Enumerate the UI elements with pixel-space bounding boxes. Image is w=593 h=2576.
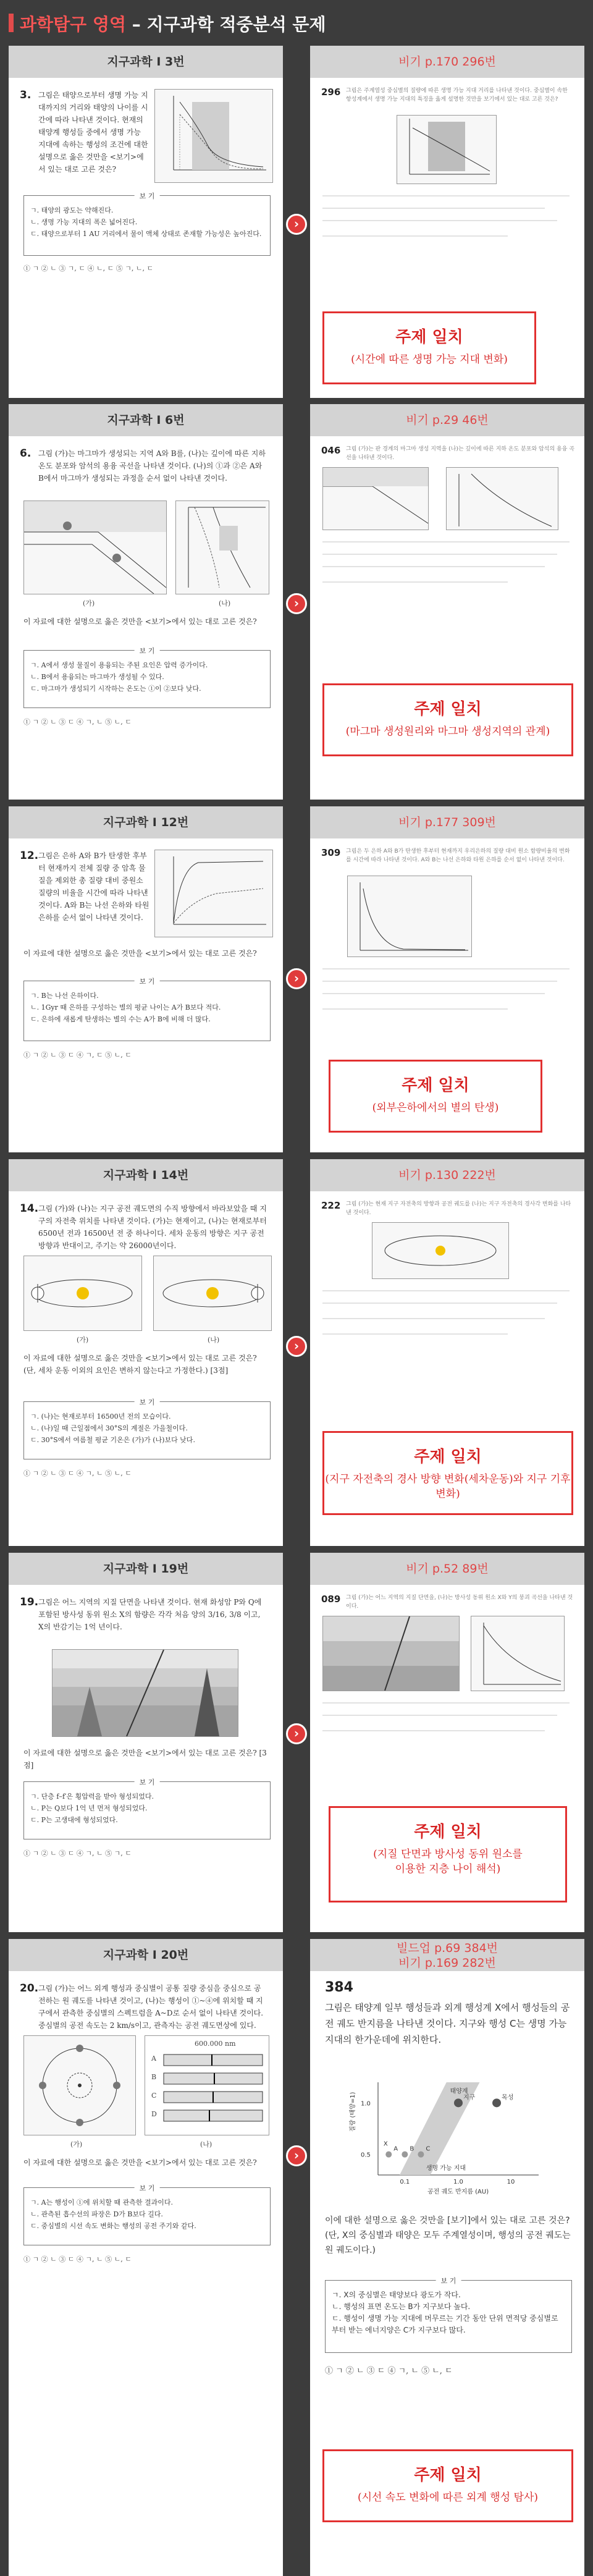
chevron-right-icon: ›: [286, 214, 307, 235]
x-tick-label: 0.1: [400, 2179, 410, 2185]
book-question: 089 그림 (가)는 어느 지역의 지질 단면을, (나)는 방사성 동위 원소 X와 Y의 붕괴 곡선을 나타낸 것이다.: [310, 1585, 584, 1932]
earth-axis-diagram-b: [153, 1256, 272, 1331]
book-figure: [322, 1616, 460, 1691]
orbit-diagram: [23, 2035, 136, 2135]
book-reference-header: 비기 p.29 46번: [310, 404, 584, 436]
earth-axis-diagram-a: [23, 1256, 142, 1331]
chevron-right-icon: ›: [286, 2145, 307, 2166]
chevron-right-icon: ›: [286, 1723, 307, 1744]
chevron-right-icon: ›: [286, 1336, 307, 1357]
answer-options: ① ㄱ ② ㄴ ③ ㄷ ④ ㄱ, ㄴ ⑤ ㄴ, ㄷ: [325, 2367, 453, 2376]
book-reference-header: 비기 p.170 296번: [310, 46, 584, 78]
book-reference-header: 빌드업 p.69 384번 비기 p.169 282번: [310, 1939, 584, 1971]
y-axis-label: 질량 (태양=1): [350, 2092, 356, 2132]
geologic-cross-section: [52, 1649, 238, 1737]
book-figure: [372, 1222, 509, 1279]
spectrum-diagram: 600.000 nm A B C D: [145, 2035, 269, 2135]
point-label: B: [410, 2145, 414, 2153]
choices-box: 보 기 ㄱ. X의 중심별은 태양보다 광도가 작다. ㄴ. 행성의 표면 온도는 B가 지구보다 높다. ㄷ. 행성이 생명 가능 지대에 머무르는 기간 동안 단위 면적당 중심별로부터 받는 에너지양은 C가 지구보다 많다.: [325, 2280, 572, 2353]
y-tick-label: 0.5: [361, 2152, 371, 2159]
topic-match-box: 주제 일치 (지구 자전축의 경사 방향 변화(세차운동)와 지구 기후 변화): [322, 1431, 573, 1515]
exam-question-header: 지구과학 I 14번: [9, 1159, 283, 1191]
exam-question-header: 지구과학 I 6번: [9, 404, 283, 436]
annotation-habitable-zone: 생명 가능 지대: [426, 2165, 466, 2172]
x-tick-label: 1.0: [453, 2179, 463, 2185]
choices-box: 보 기 ㄱ. B는 나선 은하이다. ㄴ. 1Gyr 때 은하를 구성하는 별의 평균 나이는 A가 B보다 적다. ㄷ. 은하에 새롭게 탄생하는 별의 수는 A가 B에 비해 더 많다.: [23, 981, 271, 1041]
analysis-panel-6: [9, 1939, 584, 2576]
choices-box: 보 기 ㄱ. 단층 f–f′은 횡압력을 받아 형성되었다. ㄴ. P는 Q보다 1억 년 먼저 형성되었다. ㄷ. P는 고생대에 형성되었다.: [23, 1781, 271, 1839]
planet-chart: [347, 2070, 551, 2200]
y-tick-label: 1.0: [361, 2100, 371, 2108]
galaxy-element-graph: [154, 850, 273, 937]
luminosity-graph: [154, 89, 273, 183]
header-accent-bar: [9, 14, 14, 32]
topic-match-box: 주제 일치 (마그마 생성원리와 마그마 생성지역의 관계): [322, 683, 573, 756]
book-figure: [322, 467, 429, 530]
topic-match-box: 주제 일치 (시선 속도 변화에 따른 외계 행성 탐사): [322, 2449, 573, 2522]
topic-match-box: 주제 일치 (시간에 따른 생명 가능 지대 변화): [322, 311, 536, 384]
book-question: 309 그림은 두 은하 A와 B가 탄생한 후부터 현재까지 우리은하의 질량 대비 원소 함량비율의 변화를 시간에 따라 나타낸 것이다. A와 B는 나선 은하와 타원 은하를 순서 없이 나타낸 것이다.: [310, 838, 584, 1152]
point-label: A: [393, 2145, 398, 2153]
planet-chart-svg: [347, 2070, 551, 2200]
chevron-right-icon: ›: [286, 593, 307, 614]
choices-box: 보 기 ㄱ. (나)는 현재로부터 16500년 전의 모습이다. ㄴ. (나)일 때 근일점에서 30°S의 계절은 가을철이다. ㄷ. 30°S에서 여름철 평균 기온은 (가)가 (나)보다 낮다.: [23, 1401, 271, 1459]
answer-options: ① ㄱ ② ㄴ ③ ㄷ ④ ㄱ, ㄴ ⑤ ㄴ, ㄷ: [23, 2255, 132, 2263]
exam-question: 20. 그림 (가)는 어느 외계 행성과 중심별이 공통 질량 중심을 중심으로 공전하는 원 궤도를 나타낸 것이고, (나)는 행성이 ①~④에 위치할 때 지구에서 관측한 중심별의 스펙트럼을 A~D로 순서 없이 나타낸 것이다. 중심별의 공전 속도는 2 km/s이고, 관측자는 공전 궤도면상에 있다. 600.000 nm A B C D (가) (나) 이 자료에 대한 설명으로 옳은 것만을 <보기>에서 있는 대로 고른 것은? 보 기 ㄱ. A는 행성이 ①에 위치할 때 관측한 결과이다. ㄴ. 관측된 흡수선의 파장은 D가 B보다 길다. ㄷ. 중심별의 시선 속도 변화는 행성의 공전 주기와 같다. ① ㄱ ② ㄴ ③ ㄷ ④ ㄱ, ㄴ ⑤ ㄴ, ㄷ: [9, 1971, 283, 2576]
data-point: [492, 2098, 501, 2107]
book-question: 222 그림 (가)는 현재 지구 자전축의 방향과 공전 궤도를 (나)는 지구 자전축의 경사각 변화를 나타낸 것이다.: [310, 1191, 584, 1546]
book-reference-header: 비기 p.52 89번: [310, 1553, 584, 1585]
exam-question-header: 지구과학 I 20번: [9, 1939, 283, 1971]
page-header: [0, 0, 593, 46]
book-question: 296 그림은 주계열성 중심별의 질량에 따른 생명 가능 지대 거리를 나타낸 것이다. 중심별이 속한 항성계에서 생명 가능 지대의 특징을 옳게 설명한 것만을 보기에서 있는 대로 고른 것은?: [310, 78, 584, 398]
analysis-panel-3: [9, 806, 584, 1152]
analysis-panel-1: [9, 46, 584, 398]
exam-question: 19. 그림은 어느 지역의 지질 단면을 나타낸 것이다. 현재 화성암 P와 Q에 포함된 방사성 동위 원소 X의 함량은 각각 처음 양의 3/16, 3/8 이고, X의 반감기는 1억 년이다. 이 자료에 대한 설명으로 옳은 것만을 <보기>에서 있는 대로 고른 것은? [3점] 보 기 ㄱ. 단층 f–f′은 횡압력을 받아 형성되었다. ㄴ. P는 Q보다 1억 년 먼저 형성되었다. ㄷ. P는 고생대에 형성되었다. ① ㄱ ② ㄴ ③ ㄷ ④ ㄱ, ㄴ ⑤ ㄱ, ㄷ: [9, 1585, 283, 1932]
book-question: 384 그림은 태양계 일부 행성들과 외계 행성계 X에서 행성들의 공전 궤도 반지름을 나타낸 것이다. 지구와 행성 C는 생명 가능 지대의 한가운데에 위치한다. 0.1 1.0 10 1.0 0.5 공전 궤도 반지름 (AU) 질량 (태양=1) 지구 목성 A B C 태양계 X 생명 가능 지대 이에 대한 설명으로 옳은 것만을 [보기]에서 있는 대로 고른 것은? (단, X의 중심별과 태양은 모두 주계열성이며, 행성의 공전 궤도는 원 궤도이다.) 보 기 ㄱ. X의 중심별은 태양보다 광도가 작다. ㄴ. 행성의 표면 온도는 B가 지구보다 높다. ㄷ. 행성이 생명 가능 지대에 머무르는 기간 동안 단위 면적당 중심별로부터 받는 에너지양은 C가 지구보다 많다. ① ㄱ ② ㄴ ③ ㄷ ④ ㄱ, ㄴ ⑤ ㄴ, ㄷ: [310, 1971, 584, 2576]
book-reference-header: 비기 p.177 309번: [310, 806, 584, 838]
exam-question-header: 지구과학 I 19번: [9, 1553, 283, 1585]
data-point: [454, 2098, 463, 2107]
topic-match-box: 주제 일치 (지질 단면과 방사성 동위 원소를 이용한 지층 나이 해석): [329, 1806, 567, 1902]
exam-question: 12. 그림은 은하 A와 B가 탄생한 후부터 현재까지 전체 질량 중 암흑 물질을 제외한 총 질량 대비 중원소 질량의 비율을 시간에 따라 나타낸 것이다. A와 B는 나선 은하와 타원 은하를 순서 없이 나타낸 것이다. 이 자료에 대한 설명으로 옳은 것만을 <보기>에서 있는 대로 고른 것은? 보 기 ㄱ. B는 나선 은하이다. ㄴ. 1Gyr 때 은하를 구성하는 별의 평균 나이는 A가 B보다 적다. ㄷ. 은하에 새롭게 탄생하는 별의 수는 A가 B에 비해 더 많다. ① ㄱ ② ㄴ ③ ㄷ ④ ㄱ, ㄷ ⑤ ㄴ, ㄷ: [9, 838, 283, 1152]
exam-question-header: 지구과학 I 12번: [9, 806, 283, 838]
book-reference-header: 비기 p.130 222번: [310, 1159, 584, 1191]
choices-box: 보 기 ㄱ. A는 행성이 ①에 위치할 때 관측한 결과이다. ㄴ. 관측된 흡수선의 파장은 D가 B보다 길다. ㄷ. 중심별의 시선 속도 변화는 행성의 공전 주기와 같다.: [23, 2187, 271, 2245]
annotation-system-x: X: [383, 2140, 388, 2148]
answer-options: ① ㄱ ② ㄴ ③ ㄱ, ㄷ ④ ㄴ, ㄷ ⑤ ㄱ, ㄴ, ㄷ: [23, 264, 154, 272]
analysis-panel-4: [9, 1159, 584, 1546]
book-figure: [397, 115, 497, 184]
book-graph: [446, 467, 558, 530]
choices-box: 보 기 ㄱ. 태양의 광도는 약해진다. ㄴ. 생명 가능 지대의 폭은 넓어진다. ㄷ. 태양으로부터 1 AU 거리에서 물이 액체 상태로 존재할 가능성은 높아진다.: [23, 195, 271, 256]
chevron-right-icon: ›: [286, 968, 307, 989]
data-point: [402, 2152, 408, 2158]
exam-question: 6. 그림 (가)는 마그마가 생성되는 지역 A와 B를, (나)는 깊이에 따른 지하 온도 분포와 암석의 용융 곡선을 나타낸 것이다. (나)의 ①과 ②은 A와 B에서 마그마가 생성되는 과정을 순서 없이 나타낸 것이다. (가) (나) 이 자료에 대한 설명으로 옳은 것만을 <보기>에서 있는 대로 고른 것은? 보 기 ㄱ. A에서 생성 물질이 용융되는 주된 요인은 압력 증가이다. ㄴ. B에서 용융되는 마그마가 생성될 수 있다. ㄷ. 마그마가 생성되기 시작하는 온도는 ①이 ②보다 낮다. ① ㄱ ② ㄴ ③ ㄷ ④ ㄱ, ㄴ ⑤ ㄴ, ㄷ: [9, 436, 283, 800]
point-label: C: [426, 2145, 431, 2153]
book-graph: [347, 876, 472, 957]
exam-question: 14. 그림 (가)와 (나)는 지구 공전 궤도면의 수직 방향에서 바라보았을 때 지구의 자전축 위치를 나타낸 것이다. (가)는 현재이고, (나)는 현재로부터 6500년 전과 16500년 전 중 하나이다. 세차 운동의 방향은 지구 공전 방향과 반대이고, 주기는 약 26000년이다. (가) (나) 이 자료에 대한 설명으로 옳은 것만을 <보기>에서 있는 대로 고른 것은? (단, 세차 운동 이외의 요인은 변하지 않는다고 가정한다.) [3점] 보 기 ㄱ. (나)는 현재로부터 16500년 전의 모습이다. ㄴ. (나)일 때 근일점에서 30°S의 계절은 가을철이다. ㄷ. 30°S에서 여름철 평균 기온은 (가)가 (나)보다 낮다. ① ㄱ ② ㄴ ③ ㄷ ④ ㄱ, ㄴ ⑤ ㄴ, ㄷ: [9, 1191, 283, 1546]
analysis-panel-2: [9, 404, 584, 800]
magma-cross-section: [23, 500, 167, 594]
point-label: 목성: [502, 2094, 514, 2101]
analysis-panel-5: [9, 1553, 584, 1932]
book-graph: [471, 1616, 565, 1691]
annotation-solar-system: 태양계: [450, 2088, 468, 2095]
answer-options: ① ㄱ ② ㄴ ③ ㄷ ④ ㄱ, ㄴ ⑤ ㄱ, ㄷ: [23, 1849, 132, 1857]
book-question: 046 그림 (가)는 판 경계의 마그마 생성 지역을 (나)는 깊이에 따른 지하 온도 분포와 암석의 용융 곡선을 나타낸 것이다.: [310, 436, 584, 800]
choices-box: 보 기 ㄱ. A에서 생성 물질이 용융되는 주된 요인은 압력 증가이다. ㄴ. B에서 용융되는 마그마가 생성될 수 있다. ㄷ. 마그마가 생성되기 시작하는 온도는 ①이 ②보다 낮다.: [23, 650, 271, 708]
answer-options: ① ㄱ ② ㄴ ③ ㄷ ④ ㄱ, ㄷ ⑤ ㄴ, ㄷ: [23, 1051, 132, 1059]
topic-match-box: 주제 일치 (외부은하에서의 별의 탄생): [329, 1060, 542, 1133]
x-tick-label: 10: [507, 2179, 515, 2185]
data-point: [385, 2152, 392, 2158]
exam-question: 3. 그림은 태양으로부터 생명 가능 지대까지의 거리와 태양의 나이를 시간에 따라 나타낸 것이다. 현재의 태양계 행성들 중에서 생명 가능 지대에 속하는 행성의 조건에 대한 설명으로 옳은 것만을 <보기>에서 있는 대로 고른 것은? 보 기 ㄱ. 태양의 광도는 약해진다. ㄴ. 생명 가능 지대의 폭은 넓어진다. ㄷ. 태양으로부터 1 AU 거리에서 물이 액체 상태로 존재할 가능성은 높아진다. ① ㄱ ② ㄴ ③ ㄱ, ㄷ ④ ㄴ, ㄷ ⑤ ㄱ, ㄴ, ㄷ: [9, 78, 283, 398]
exam-question-header: 지구과학 I 3번: [9, 46, 283, 78]
question-text: 그림은 태양으로부터 생명 가능 지대까지의 거리와 태양의 나이를 시간에 따라 나타낸 것이다. 현재의 태양계 행성들 중에서 생명 가능 지대에 속하는 행성의 조건에 대한 설명으로 옳은 것만을 <보기>에서 있는 대로 고른 것은?: [38, 91, 148, 174]
melting-curve-graph: [175, 500, 269, 594]
x-axis-label: 공전 궤도 반지름 (AU): [427, 2189, 489, 2195]
page-title: 과학탐구 영역 – 지구과학 적중분석 문제: [20, 14, 326, 35]
point-label: 지구: [463, 2094, 476, 2101]
data-point: [418, 2152, 424, 2158]
answer-options: ① ㄱ ② ㄴ ③ ㄷ ④ ㄱ, ㄴ ⑤ ㄴ, ㄷ: [23, 718, 132, 726]
answer-options: ① ㄱ ② ㄴ ③ ㄷ ④ ㄱ, ㄴ ⑤ ㄴ, ㄷ: [23, 1469, 132, 1477]
